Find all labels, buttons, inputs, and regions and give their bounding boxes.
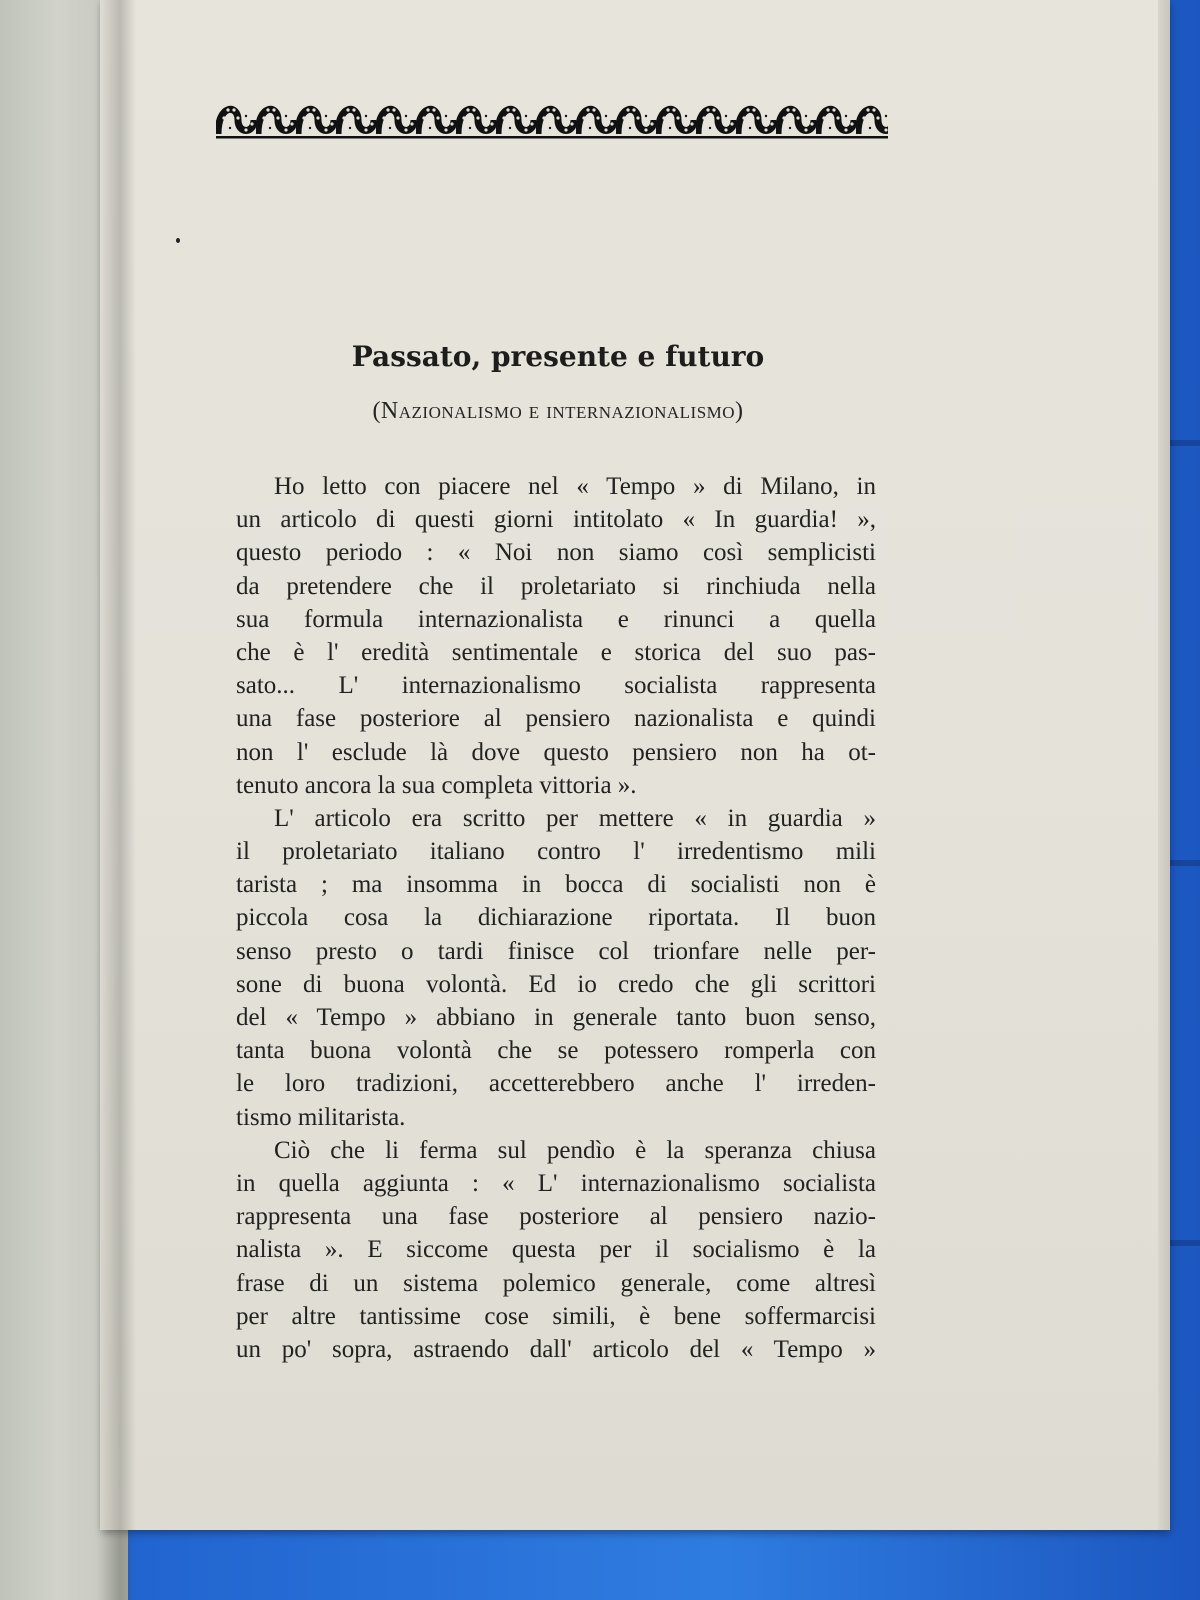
text-line: L' articolo era scritto per mettere « in guardia » — [274, 804, 876, 832]
text-line: tismo militarista. — [236, 1103, 406, 1131]
text-line: nalista ». E siccome questa per il socialismo è la — [236, 1236, 876, 1264]
text-line: il proletariato italiano contro l' irredentismo mili — [236, 838, 876, 866]
text-line: le loro tradizioni, accetterebbero anche l' irreden- — [236, 1070, 876, 1098]
text-line: una fase posteriore al pensiero nazionalista e quindi — [236, 705, 876, 733]
text-line: in quella aggiunta : « L' internazionalismo socialista — [236, 1169, 876, 1197]
text-line: Ciò che li ferma sul pendìo è la speranza chiusa — [274, 1136, 876, 1164]
body-text — [236, 470, 876, 1366]
ink-speck — [176, 238, 180, 243]
text-line: tanta buona volontà che se potessero romperla con — [236, 1037, 876, 1065]
text-line: Ho letto con piacere nel « Tempo » di Milano, in — [274, 473, 876, 500]
page-edge — [1158, 0, 1170, 1530]
text-line: sone di buona volontà. Ed io credo che gli scrittori — [236, 970, 876, 998]
text-line: questo periodo : « Noi non siamo così semplicisti — [236, 539, 876, 567]
text-line: del « Tempo » abbiano in generale tanto buon senso, — [236, 1004, 876, 1031]
text-line: frase di un sistema polemico generale, come altresì — [236, 1269, 876, 1297]
text-line: per altre tantissime cose simili, è bene soffermarcisi — [236, 1302, 876, 1330]
text-line: sato... L' internazionalismo socialista rappresenta — [236, 672, 876, 700]
text-line: che è l' eredità sentimentale e storica del suo pas- — [236, 638, 876, 666]
text-line: un articolo di questi giorni intitolato « In guardia! », — [236, 506, 876, 534]
text-line: senso presto o tardi finisce col trionfare nelle per- — [236, 937, 876, 965]
text-line: sua formula internazionalista e rinunci a quella — [236, 605, 876, 633]
gutter-shadow — [96, 0, 136, 1600]
decorative-wave-border-icon — [216, 96, 896, 146]
page-title: Passato, presente e futuro — [351, 340, 765, 373]
text-line: piccola cosa la dichiarazione riportata. Il buon — [236, 904, 876, 932]
text-line: da pretendere che il proletariato si rinchiuda nella — [236, 572, 876, 600]
paragraph — [236, 802, 876, 1134]
text-line: tenuto ancora la sua completa vittoria ». — [236, 771, 637, 799]
paragraph — [236, 1134, 876, 1366]
page-subtitle: (Nazionalismo e internazionalismo) — [372, 398, 744, 424]
text-line: non l' esclude là dove questo pensiero non ha ot- — [236, 738, 876, 766]
text-line: un po' sopra, astraendo dall' articolo del « Tempo » — [236, 1335, 876, 1363]
text-line: rappresenta una fase posteriore al pensiero nazio- — [236, 1203, 876, 1231]
paragraph — [236, 470, 876, 802]
text-line: tarista ; ma insomma in bocca di socialisti non è — [236, 871, 876, 899]
